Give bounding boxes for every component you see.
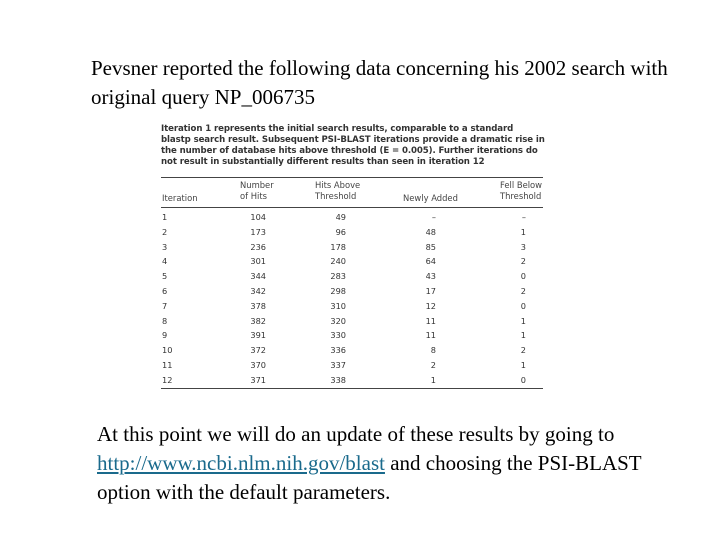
cell-above: 283 <box>330 271 346 282</box>
cell-above: 310 <box>330 300 346 311</box>
outro-text <box>97 420 697 507</box>
cell-iteration: 11 <box>162 360 173 370</box>
cell-above: 96 <box>335 226 346 237</box>
cell-below: 1 <box>520 226 526 237</box>
table-bottom-rule <box>161 388 543 389</box>
cell-added: 64 <box>425 256 436 267</box>
cell-iteration: 4 <box>162 256 168 267</box>
cell-above: 337 <box>330 360 346 370</box>
outro-text-before: At this point we will do an update of these results by going to <box>97 422 615 446</box>
header-below-line2: Threshold <box>500 191 542 201</box>
cell-above: 49 <box>335 212 346 222</box>
cell-below: 2 <box>520 256 526 267</box>
cell-iteration: 3 <box>162 241 168 252</box>
cell-added: 2 <box>430 360 436 370</box>
cell-hits: 378 <box>250 300 266 311</box>
cell-hits: 342 <box>250 286 266 296</box>
cell-added: 1 <box>430 374 436 385</box>
outro-text-after: and choosing the PSI-BLAST option with the default parameters. <box>97 451 642 504</box>
cell-above: 330 <box>330 330 346 341</box>
cell-hits: 391 <box>250 330 266 341</box>
cell-added: 12 <box>425 300 436 311</box>
cell-hits: 372 <box>250 345 266 356</box>
intro-text: Pevsner reported the following data concerning his 2002 search with original query NP_006735 <box>91 56 668 109</box>
cell-hits: 344 <box>250 271 266 282</box>
cell-below: 1 <box>520 330 526 341</box>
header-above-line2: Threshold <box>315 191 357 201</box>
cell-below: 0 <box>520 271 526 282</box>
header-hits-line1: Number <box>240 180 274 190</box>
cell-below: – <box>521 212 526 222</box>
cell-hits: 173 <box>250 226 266 237</box>
cell-above: 298 <box>330 286 346 296</box>
cell-iteration: 1 <box>162 212 168 222</box>
cell-below: 2 <box>520 286 526 296</box>
cell-hits: 236 <box>250 241 266 252</box>
figure-caption: Iteration 1 represents the initial search results, comparable to a standard blastp search result. Subsequent PSI-BLAST iterations provide a dramatic rise in the number of database hits above threshold (E = 0.005). Further iterations do not result in substantially different results than seen in iteration 12 <box>161 124 545 168</box>
cell-iteration: 5 <box>162 271 168 282</box>
cell-added: 43 <box>425 271 436 282</box>
cell-above: 338 <box>330 374 346 385</box>
cell-added: 11 <box>425 315 436 326</box>
cell-hits: 382 <box>250 315 266 326</box>
cell-above: 320 <box>330 315 346 326</box>
cell-above: 240 <box>330 256 346 267</box>
table-header-rule <box>161 207 543 208</box>
cell-above: 336 <box>330 345 346 356</box>
cell-below: 2 <box>520 345 526 356</box>
header-iteration: Iteration <box>162 193 198 203</box>
cell-below: 3 <box>520 241 526 252</box>
cell-added: 48 <box>425 226 436 237</box>
cell-below: 1 <box>520 315 526 326</box>
ncbi-blast-link[interactable]: http://www.ncbi.nlm.nih.gov/blast <box>97 451 385 475</box>
cell-added: 85 <box>425 241 436 252</box>
header-hits-line2: of Hits <box>240 191 268 201</box>
table-top-rule <box>161 177 543 178</box>
cell-added: – <box>431 212 436 222</box>
results-figure <box>160 122 546 390</box>
cell-below: 0 <box>520 300 526 311</box>
header-added: Newly Added <box>403 193 458 203</box>
cell-iteration: 2 <box>162 226 168 237</box>
cell-iteration: 8 <box>162 315 168 326</box>
cell-added: 8 <box>430 345 436 356</box>
cell-below: 1 <box>520 360 526 370</box>
cell-iteration: 7 <box>162 300 168 311</box>
cell-hits: 301 <box>250 256 266 267</box>
cell-hits: 104 <box>250 212 266 222</box>
cell-iteration: 12 <box>162 374 173 385</box>
cell-added: 17 <box>425 286 436 296</box>
cell-iteration: 9 <box>162 330 168 341</box>
cell-above: 178 <box>330 241 346 252</box>
cell-hits: 370 <box>250 360 266 370</box>
cell-iteration: 10 <box>162 345 173 356</box>
cell-hits: 371 <box>250 374 266 385</box>
cell-below: 0 <box>520 374 526 385</box>
cell-iteration: 6 <box>162 286 168 296</box>
cell-added: 11 <box>425 330 436 341</box>
header-below-line1: Fell Below <box>500 180 543 190</box>
header-above-line1: Hits Above <box>315 180 361 190</box>
